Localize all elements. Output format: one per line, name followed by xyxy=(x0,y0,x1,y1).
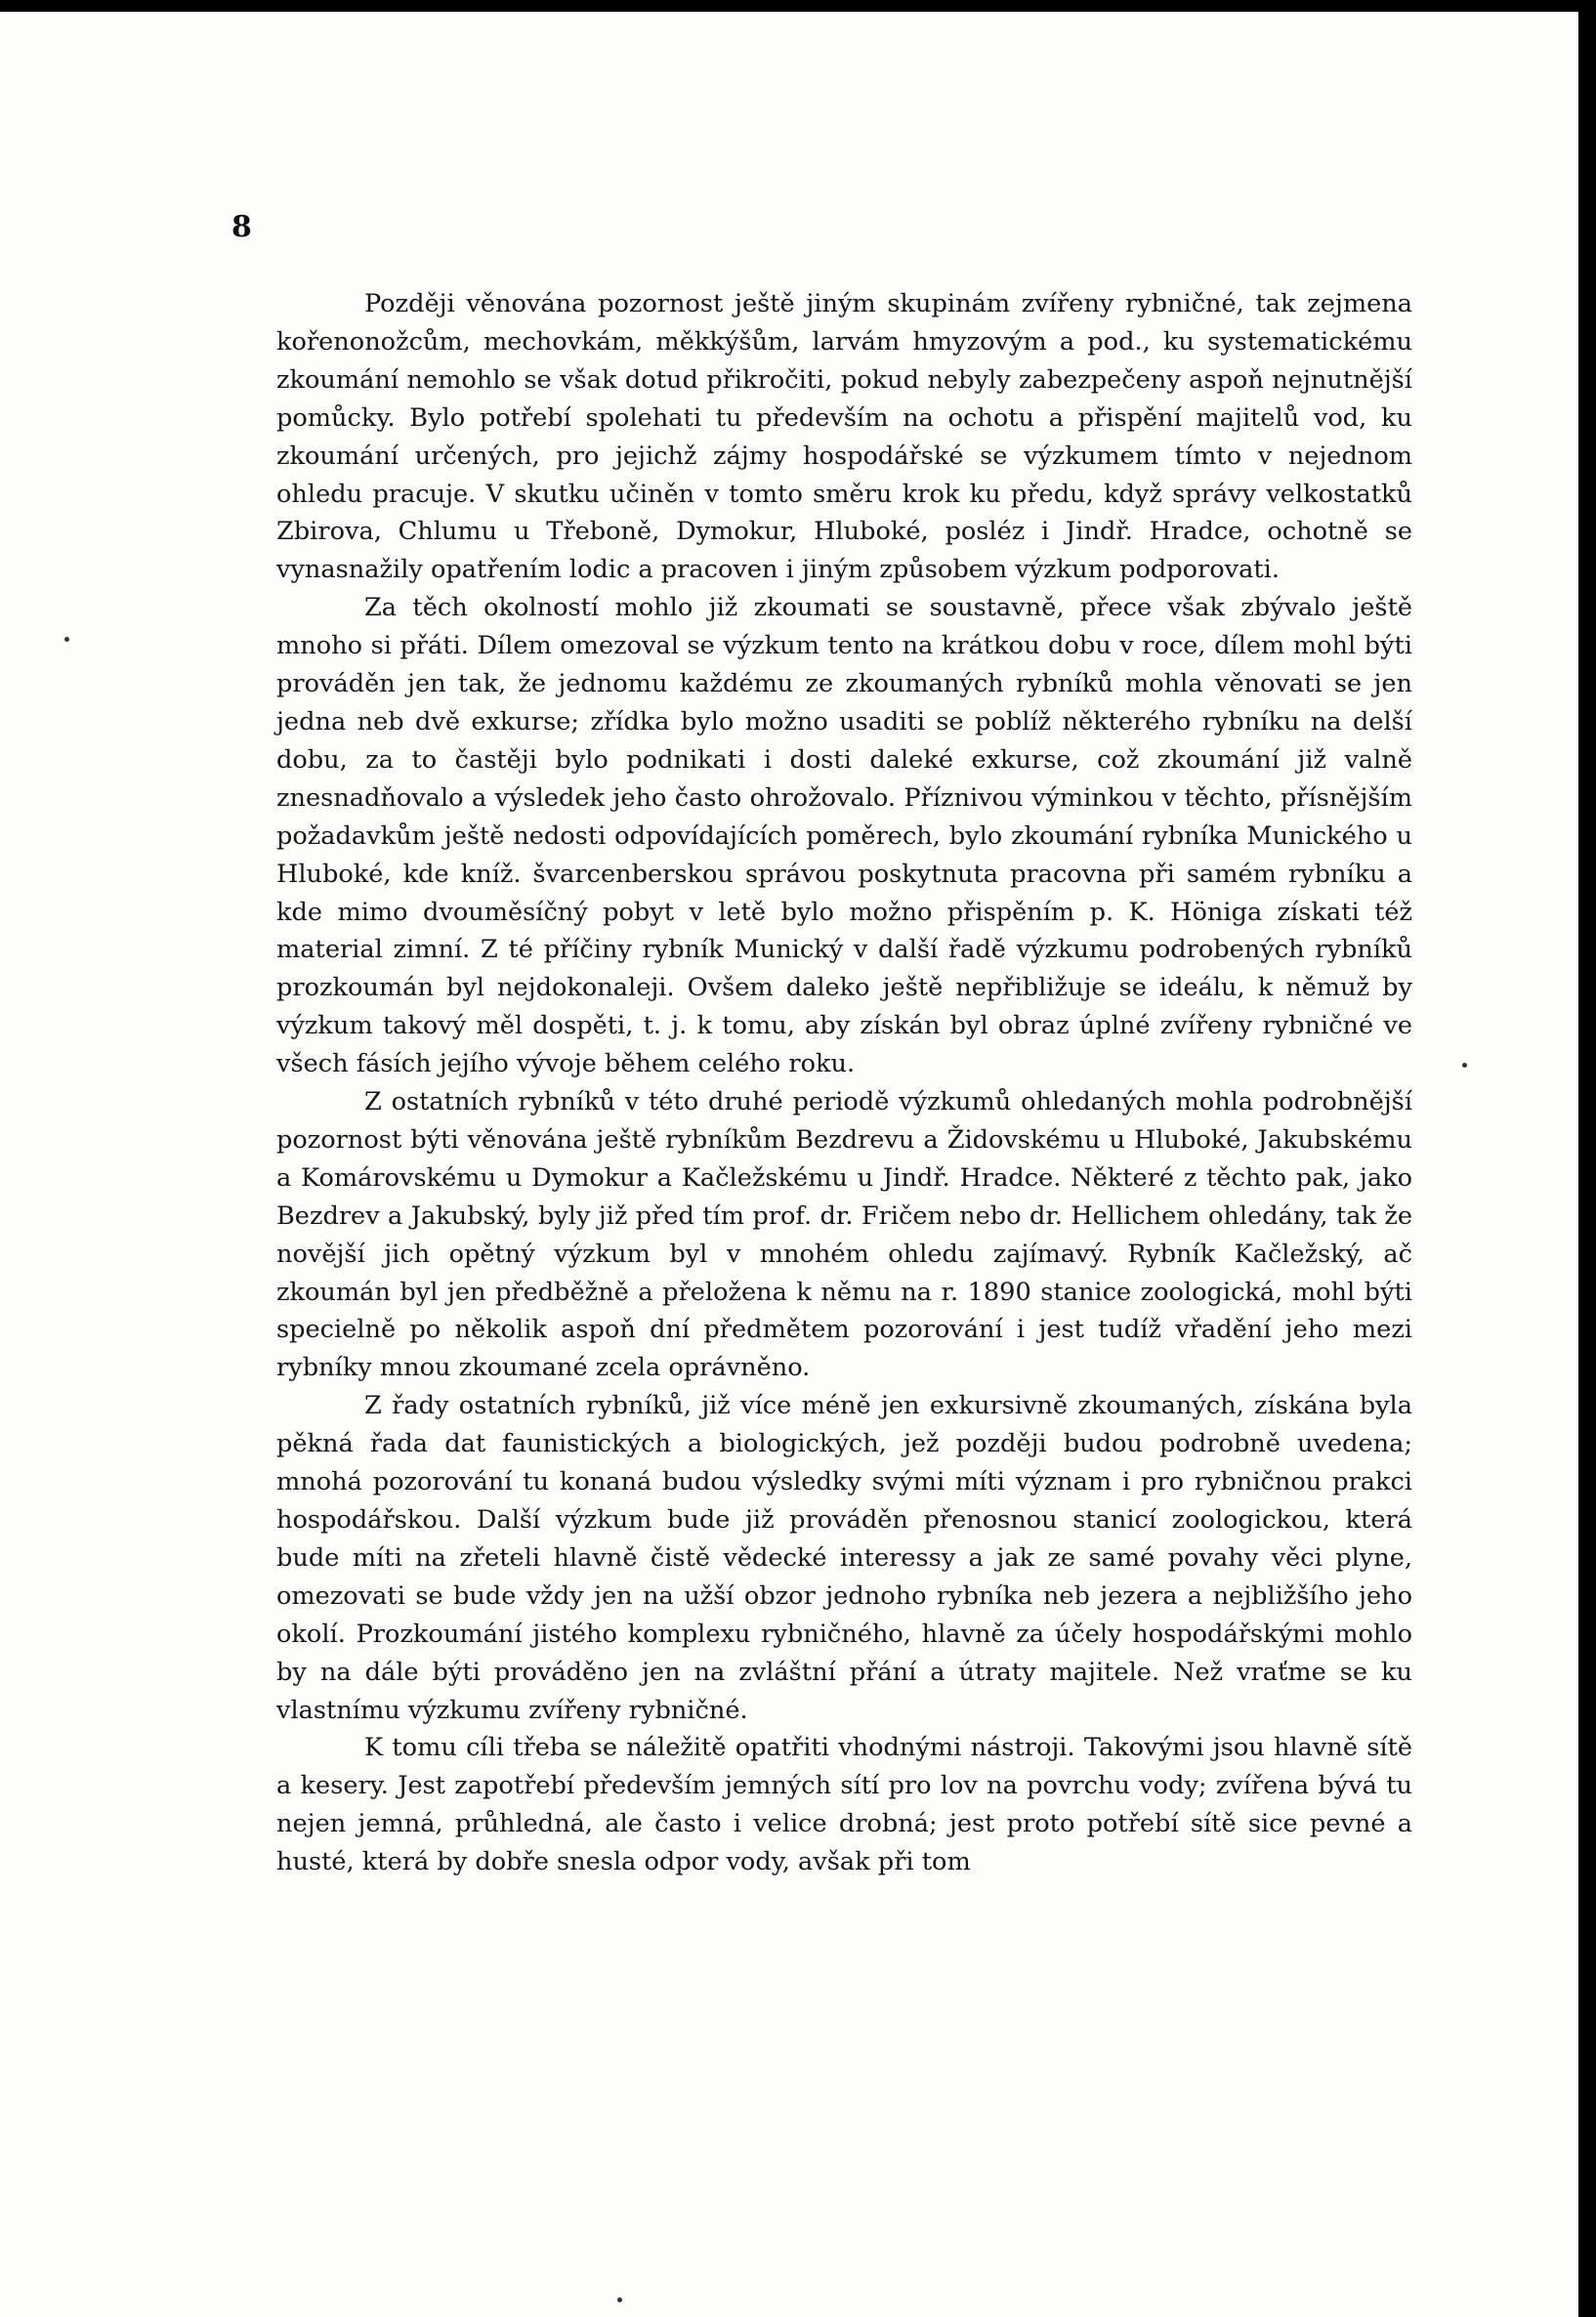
paragraph-3: Z ostatních rybníků v této druhé periodě výzkumů ohledaných mohla podrobnější pozornost býti věnována ještě rybníkům Bezdrevu a Židovskému u Hluboké, Jakubskému a Komárovskému u Dymokur a Kačležskému u Jindř. Hradce. Některé z těchto pak, jako Bezdrev a Jakubský, byly již před tím prof. dr. Fričem nebo dr. Hellichem ohledány, tak že novější jich opětný výzkum byl v mnohém ohledu zajímavý. Rybník Kačležský, ač zkoumán byl jen předběžně a přeložena k němu na r. 1890 stanice zoologická, mohl býti specielně po několik aspoň dní předmětem pozorování i jest tudíž vřadění jeho mezi rybníky mnou zkoumané zcela oprávněno. xyxy=(276,1087,1412,1383)
paragraph-4: Z řady ostatních rybníků, již více méně jen exkursivně zkoumaných, získána byla pěkná řada dat faunistických a biologických, jež později budou podrobně uvedena; mnohá pozorování tu konaná budou výsledky svými míti význam i pro rybničnou prakci hospodářskou. Další výzkum bude již prováděn přenosnou stanicí zoologickou, která bude míti na zřeteli hlavně čistě vědecké interessy a jak ze samé povahy věci plyne, omezovati se bude vždy jen na užší obzor jednoho rybníka neb jezera a nejbližšího jeho okolí. Prozkoumání jistého komplexu rybničného, hlavně za účely hospodářskými mohlo by na dále býti prováděno jen na zvláštní přání a útraty majitele. Než vraťme se ku vlastnímu výzkumu zvířeny rybničné. xyxy=(276,1391,1412,1725)
paragraph-2: Za těch okolností mohlo již zkoumati se soustavně, přece však zbývalo ještě mnoho si přáti. Dílem omezoval se výzkum tento na krátkou dobu v roce, dílem mohl býti prováděn jen tak, že jednomu každému ze zkoumaných rybníků mohla věnovati se jen jedna neb dvě exkurse; zřídka bylo možno usaditi se poblíž některého rybníku na delší dobu, za to častěji bylo podnikati i dosti daleké exkurse, což zkoumání již valně znesnadňovalo a výsledek jeho často ohrožovalo. Příznivou výminkou v těchto, přísnějším požadavkům ještě nedosti odpovídajících poměrech, bylo zkoumání rybníka Munického u Hluboké, kde kníž. švarcenberskou správou poskytnuta pracovna při samém rybníku a kde mimo dvouměsíčný pobyt v letě bylo možno přispěním p. K. Höniga získati též material zimní. Z té příčiny rybník Munický v další řadě výzkumu podrobených rybníků prozkoumán byl nejdokonaleji. Ovšem daleko ještě nepřibližuje se ideálu, k němuž by výzkum takový měl dospěti, t. j. k tomu, aby získán byl obraz úplné zvířeny rybničné ve všech fásích jejího vývoje během celého roku. xyxy=(276,593,1412,1079)
scan-speck xyxy=(1462,1063,1467,1068)
scan-border-top xyxy=(0,0,1596,12)
scan-speck xyxy=(64,637,69,642)
book-page xyxy=(0,12,1578,2317)
body-text xyxy=(276,285,1412,1881)
scan-speck xyxy=(617,2297,622,2302)
paragraph-1: Později věnována pozornost ještě jiným skupinám zvířeny rybničné, tak zejmena kořenonožcům, mechovkám, měkkýšům, larvám hmyzovým a pod., ku systematickému zkoumání nemohlo se však dotud přikročiti, pokud nebyly zabezpečeny aspoň nejnutnější pomůcky. Bylo potřebí spolehati tu především na ochotu a přispění majitelů vod, ku zkoumání určených, pro jejichž zájmy hospodářské se výzkumem tímto v nejednom ohledu pracuje. V skutku učiněn v tomto směru krok ku předu, když správy velkostatků Zbirova, Chlumu u Třeboně, Dymokur, Hluboké, posléz i Jindř. Hradce, ochotně se vynasnažily opatřením lodic a pracoven i jiným způsobem výzkum podporovati. xyxy=(276,289,1412,585)
paragraph-5: K tomu cíli třeba se náležitě opatřiti vhodnými nástroji. Takovými jsou hlavně sítě a kesery. Jest zapotřebí především jemných sítí pro lov na povrchu vody; zvířena bývá tu nejen jemná, průhledná, ale často i velice drobná; jest proto potřebí sítě sice pevné a husté, která by dobře snesla odpor vody, avšak při tom xyxy=(276,1733,1412,1877)
scan-border-right xyxy=(1578,0,1596,2317)
page-number: 8 xyxy=(231,210,252,244)
